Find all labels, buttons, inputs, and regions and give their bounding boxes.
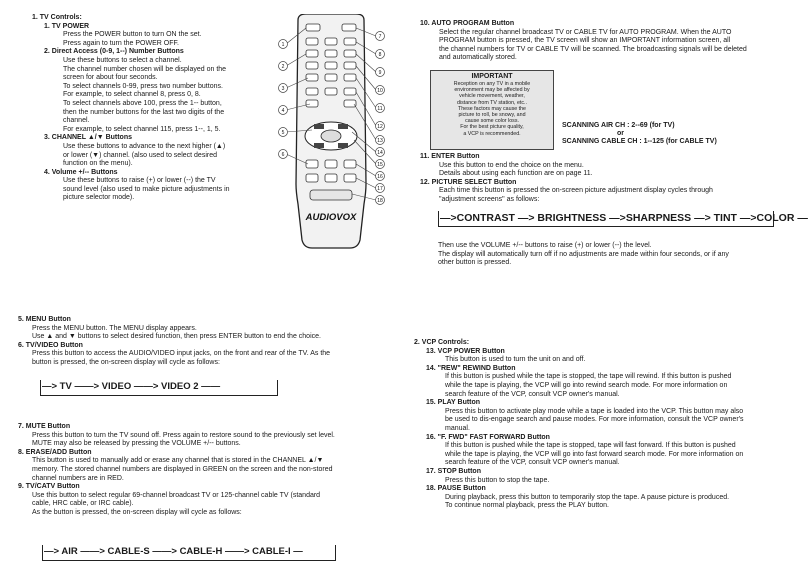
callout-label: 4 bbox=[281, 108, 285, 114]
item-title: 7. MUTE Button bbox=[18, 423, 71, 430]
item-text: During playback, press this button to temporarily stop the tape. A pause picture is produced. bbox=[445, 493, 730, 501]
item-text: Use these buttons to select a channel. bbox=[63, 56, 182, 64]
callout-label: 8 bbox=[378, 52, 382, 58]
item-text: Press again to turn the POWER OFF. bbox=[63, 39, 179, 47]
item-text: button is pressed, the on-screen display will cycle as follows: bbox=[32, 358, 220, 366]
item-title: 18. PAUSE Button bbox=[426, 485, 486, 493]
callout-label: 18 bbox=[377, 198, 383, 204]
item-text: The channel number chosen will be displayed on the bbox=[63, 65, 227, 73]
item-text: Press this button to access the AUDIO/VIDEO input jacks, on the front and rear of the TV. As the bbox=[32, 350, 331, 358]
item-text: sound level (also used to make picture adjustments in bbox=[63, 185, 230, 193]
enter-picture-section bbox=[420, 153, 792, 205]
item-title: 6. TV/VIDEO Button bbox=[18, 341, 83, 349]
item-text: This button is used to manually add or erase any channel that is stored in the CHANNEL ▲/▼ bbox=[32, 457, 324, 465]
auto-program-section bbox=[420, 20, 792, 63]
item-text: MUTE may also be released by pressing the VOLUME +/-- buttons. bbox=[32, 440, 241, 448]
item-text: Use this button to end the choice on the menu. bbox=[439, 161, 584, 169]
item-text: Details about using each function are on page 11. bbox=[439, 170, 593, 178]
callout-label: 12 bbox=[377, 124, 383, 130]
item-text: channel. bbox=[63, 117, 90, 125]
item-text: "adjustment screens" as follows: bbox=[439, 195, 540, 203]
item-text: This button is used to turn the unit on and off. bbox=[445, 356, 586, 364]
item-title: 11. ENTER Button bbox=[420, 153, 480, 160]
item-text: cable, HRC cable, or IRC cable). bbox=[32, 500, 134, 508]
item-text: function on the menu). bbox=[63, 160, 133, 168]
important-title: IMPORTANT bbox=[471, 73, 513, 80]
scanning-cable-text: SCANNING CABLE CH : 1--125 (for CABLE TV) bbox=[562, 138, 717, 145]
picture-select-cycle-text: —>CONTRAST —> BRIGHTNESS —>SHARPNESS —> TINT —>COLOR — bbox=[440, 212, 808, 224]
callout-label: 7 bbox=[378, 34, 382, 40]
callout-label: 13 bbox=[377, 138, 383, 144]
item-text: while the tape is playing, the VCP will go into fast forward search mode. For more information on bbox=[445, 450, 744, 458]
item-text: Press this button to turn the TV sound off. Press again to restore sound to the previously set level. bbox=[32, 431, 335, 439]
item-title: 1. TV POWER bbox=[44, 22, 90, 30]
important-line: vehicle movement, weather, bbox=[459, 93, 525, 100]
item-title: 12. PICTURE SELECT Button bbox=[420, 178, 517, 186]
item-text: the channel numbers for TV or CABLE TV will be scanned. The broadcasting signals will be deleted bbox=[439, 45, 747, 53]
tv-controls-section bbox=[32, 14, 282, 203]
item-text: then the number buttons for the last two digits of the bbox=[63, 108, 225, 116]
item-text: If this button is pushed while the tape is stopped, tape will fast forward. If this button is pushed bbox=[445, 442, 736, 450]
item-text: Press the MENU button. The MENU display appears. bbox=[32, 324, 197, 332]
navigation-pad bbox=[305, 122, 357, 150]
important-line: For the best picture quality, bbox=[460, 124, 524, 131]
item-title: 10. AUTO PROGRAM Button bbox=[420, 20, 515, 27]
section-heading: 1. TV Controls: bbox=[32, 14, 82, 21]
vcp-controls-section bbox=[414, 339, 794, 511]
item-title: 9. TV/CATV Button bbox=[18, 483, 80, 491]
menu-video-section bbox=[18, 316, 403, 368]
item-text: Press this button to stop the tape. bbox=[445, 476, 550, 484]
item-title: 13. VCP POWER Button bbox=[426, 347, 505, 355]
item-text: or lower (▼) channel. (also used to select desired bbox=[63, 151, 217, 159]
item-text: Each time this button is pressed the on-screen picture adjustment display cycles through bbox=[439, 187, 713, 195]
item-text: If this button is pushed while the tape is stopped, the tape will rewind. If this button is pushed bbox=[445, 373, 732, 381]
item-text: To select channels above 100, press the 1-- button, bbox=[63, 99, 222, 107]
mute-erase-catv-section bbox=[18, 423, 403, 518]
item-text: Use these buttons to advance to the next higher (▲) bbox=[63, 142, 226, 150]
item-title: 17. STOP Button bbox=[426, 467, 481, 475]
important-line: These factors may cause the bbox=[457, 105, 526, 112]
important-line: picture to roll, be snowy, and bbox=[458, 112, 526, 119]
item-text: other button is pressed. bbox=[438, 259, 512, 267]
scanning-or-text: or bbox=[617, 130, 624, 137]
adjustment-notes bbox=[438, 242, 798, 268]
important-line: cause some color loss. bbox=[465, 118, 519, 125]
brand-logo: AUDIOVOX bbox=[305, 212, 357, 223]
item-text: The display will automatically turn off if no adjustments are made within four seconds, or if any bbox=[438, 250, 729, 258]
item-title: 2. Direct Access (0-9, 1--) Number Buttons bbox=[44, 48, 184, 56]
important-line: distance from TV station, etc.. bbox=[457, 99, 527, 106]
item-text: Select the regular channel broadcast TV or CABLE TV for AUTO PROGRAM. When the AUTO bbox=[439, 28, 732, 36]
item-text: manual. bbox=[445, 424, 470, 432]
item-title: 14. "REW" REWIND Button bbox=[426, 364, 516, 372]
callout-label: 17 bbox=[377, 186, 383, 192]
item-text: Press the POWER button to turn ON the set. bbox=[63, 31, 202, 39]
item-title: 3. CHANNEL ▲/▼ Buttons bbox=[44, 134, 133, 142]
callout-label: 16 bbox=[377, 174, 383, 180]
item-text: For example, to select channel 115, press 1--, 1, 5. bbox=[63, 125, 221, 133]
tv-video-cycle-text: —> TV ——> VIDEO ——> VIDEO 2 —— bbox=[42, 381, 221, 392]
item-text: screen for about four seconds. bbox=[63, 74, 158, 82]
item-title: 15. PLAY Button bbox=[426, 399, 481, 407]
item-text: Use ▲ and ▼ buttons to select desired function, then press ENTER button to end the choice. bbox=[32, 333, 321, 341]
callout-label: 14 bbox=[377, 150, 383, 156]
callout-label: 15 bbox=[377, 162, 383, 168]
item-text: PROGRAM button is pressed, the TV screen will show an IMPORTANT information screen, all bbox=[439, 37, 731, 45]
section-heading: 2. VCP Controls: bbox=[414, 339, 470, 346]
air-cable-cycle-text: —> AIR ——> CABLE-S ——> CABLE-H ——> CABLE-I — bbox=[44, 546, 303, 557]
item-text: while the tape is playing, the VCP will go into rewind search mode. For more information on bbox=[445, 381, 728, 389]
item-text: Use this button to select regular 69-channel broadcast TV or 125-channel cable TV (standard bbox=[32, 491, 321, 499]
item-text: Then use the VOLUME +/-- buttons to raise (+) or lower (--) the level. bbox=[438, 242, 652, 249]
callout-label: 9 bbox=[378, 70, 382, 76]
item-text: To select channels 0-99, press two number buttons. bbox=[63, 82, 223, 90]
important-line: Reception on any TV in a mobile bbox=[453, 81, 531, 87]
item-text: be used to dis-engage search and pause modes. For more information, consult the VCP owner's bbox=[445, 416, 744, 424]
callout-label: 11 bbox=[377, 106, 383, 112]
important-line: environment may be affected by bbox=[454, 87, 530, 94]
item-text: channel numbers are in RED. bbox=[32, 474, 124, 482]
item-title: 5. MENU Button bbox=[18, 316, 71, 323]
item-text: As the button is pressed, the on-screen display will cycle as follows: bbox=[32, 508, 242, 516]
item-text: picture selector mode). bbox=[63, 194, 135, 202]
remote-control-illustration bbox=[276, 14, 406, 252]
callout-label: 6 bbox=[281, 152, 285, 158]
item-text: To continue normal playback, press the PLAY button. bbox=[445, 502, 609, 510]
item-text: and automatically stored. bbox=[439, 54, 517, 62]
important-line: a VCP is recommended. bbox=[463, 130, 521, 137]
callout-label: 3 bbox=[281, 86, 285, 92]
item-title: 16. "F. FWD" FAST FORWARD Button bbox=[426, 433, 550, 441]
item-text: Use these buttons to raise (+) or lower (--) the TV bbox=[63, 177, 216, 185]
callout-label: 10 bbox=[377, 88, 383, 94]
item-text: memory. The stored channel numbers are displayed in GREEN on the screen and the non-stored bbox=[32, 465, 333, 473]
item-text: search feature of the VCP, consult VCP owner's manual. bbox=[445, 390, 620, 398]
item-text: For example, to select channel 8, press 0, 8. bbox=[63, 91, 201, 99]
item-title: 4. Volume +/-- Buttons bbox=[44, 168, 118, 176]
scanning-air-text: SCANNING AIR CH : 2--69 (for TV) bbox=[562, 122, 675, 129]
item-text: Press this button to activate play mode while a tape is loaded into the VCP. This button may also bbox=[445, 407, 744, 415]
callout-label: 5 bbox=[281, 130, 285, 136]
item-title: 8. ERASE/ADD Button bbox=[18, 448, 92, 456]
callout-label: 1 bbox=[281, 42, 285, 48]
item-text: search feature of the VCP, consult VCP owner's manual. bbox=[445, 459, 620, 467]
callout-label: 2 bbox=[281, 64, 285, 70]
important-notice-box bbox=[430, 70, 554, 150]
